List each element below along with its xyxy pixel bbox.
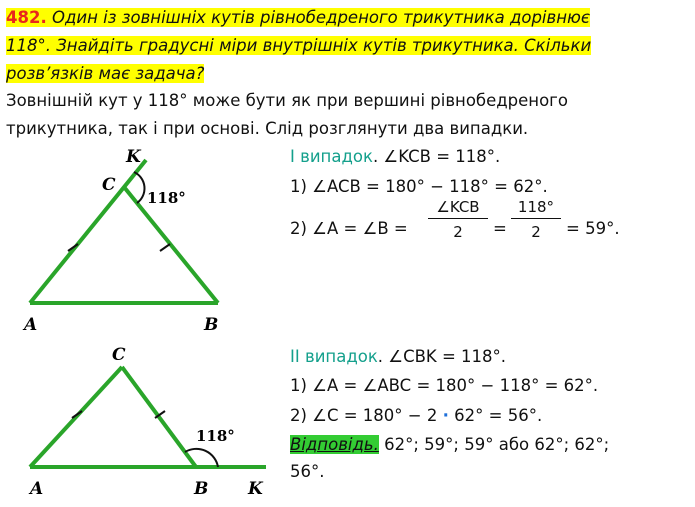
case2-given: . ∠CBK = 118°.	[377, 347, 507, 366]
case1-step2-pre: 2) ∠A = ∠B =	[290, 219, 408, 238]
intro-line-1: Зовнішній кут у 118° може бути як при вершині рівнобедреного	[6, 91, 568, 110]
fig2-label-a: A	[30, 479, 44, 499]
case1-frac2-den: 2	[531, 223, 541, 241]
case2-step2-dot: ·	[442, 406, 449, 425]
fig1-label-c: C	[102, 175, 116, 195]
fig1-label-a: A	[24, 315, 38, 335]
fig1-label-b: B	[204, 315, 219, 335]
answer-text: 62°; 59°; 59° або 62°; 62°;	[378, 435, 610, 454]
case2-title: ІІ випадок	[290, 347, 378, 366]
case1-step2-post: = 59°.	[566, 219, 620, 238]
side-ak	[30, 160, 146, 303]
tick-cb	[160, 244, 170, 251]
case2-step2-post: 62° = 56°.	[454, 406, 543, 425]
fig1-angle-label: 118°	[147, 189, 186, 207]
figure1-triangle	[30, 160, 218, 303]
case2-step2-pre: 2) ∠C = 180° − 2	[290, 406, 438, 425]
side-ac	[30, 367, 122, 467]
fig1-label-k: K	[126, 147, 141, 167]
fig2-label-b: B	[194, 479, 209, 499]
case1-frac1-den: 2	[453, 223, 463, 241]
problem-text-1: Один із зовнішніх кутів рівнобедреного трикутника дорівнює	[46, 8, 590, 27]
answer-label: Відповідь.	[290, 435, 379, 454]
fig2-label-c: C	[112, 345, 126, 365]
case1-given: . ∠KCB = 118°.	[372, 147, 501, 166]
case2-answer-line-2: 56°.	[290, 462, 325, 481]
case1-step1: 1) ∠ACB = 180° − 118° = 62°.	[290, 177, 548, 196]
problem-number: 482.	[6, 8, 47, 27]
case2-step1: 1) ∠A = ∠ABC = 180° − 118° = 62°.	[290, 376, 599, 395]
intro-line-2: трикутника, так і при основі. Слід розглянути два випадки.	[6, 119, 529, 138]
case1-frac2-num: 118°	[517, 198, 555, 216]
fig2-angle-label: 118°	[196, 427, 235, 445]
figure2-triangle	[30, 367, 266, 467]
case1-title: І випадок	[290, 147, 373, 166]
problem-text-2: 118°. Знайдіть градусні міри внутрішніх кутів трикутника. Скільки	[6, 36, 592, 55]
fig2-label-k: K	[248, 479, 263, 499]
case1-eq: =	[493, 219, 507, 238]
problem-text-3: розв’язків має задача?	[6, 64, 205, 83]
side-cb	[122, 367, 196, 467]
case1-frac1-num: ∠KCB	[436, 198, 480, 216]
